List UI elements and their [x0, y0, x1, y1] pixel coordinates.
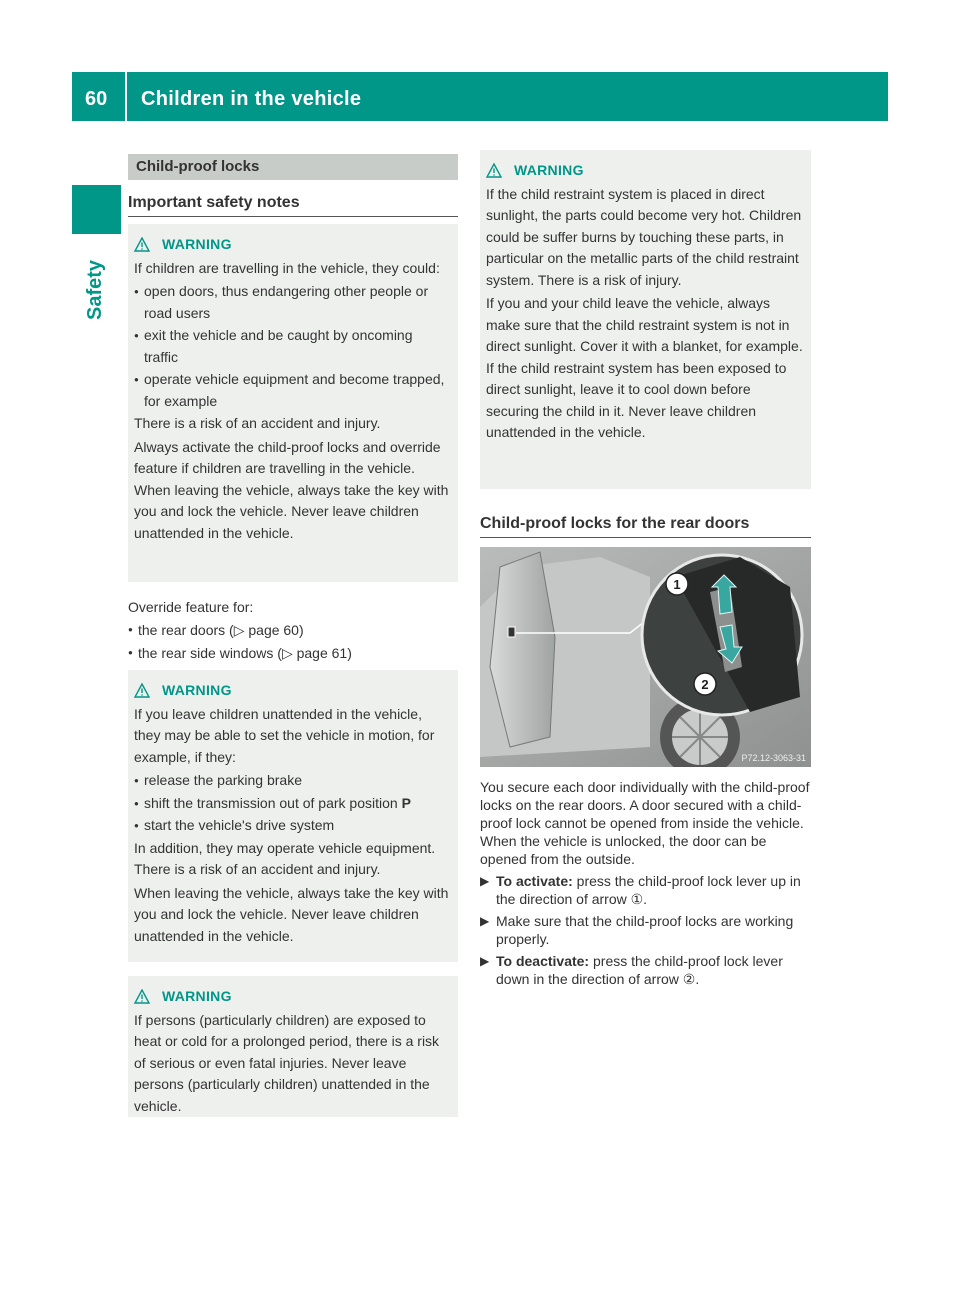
park-position-letter: P — [401, 794, 411, 811]
body-text: You secure each door individually with the child-proof locks on the rear doors. A door secured with a child-proof lock cannot be opened from inside the vehicle. When the vehicle is unlocked, the door can be opened from the outside. — [480, 779, 810, 867]
rear-door-child-lock-figure — [480, 547, 811, 767]
callout-2: 2 — [701, 677, 709, 692]
section-title-rear-doors: Child-proof locks for the rear doors — [480, 515, 750, 532]
override-rear-windows-link[interactable]: ● the rear side windows (▷ page 61) — [128, 642, 458, 664]
section-title: Child-proof locks — [128, 154, 458, 180]
warning-advice: When leaving the vehicle, always take the key with you and lock the vehicle. Never leave children unattended in the vehicle. — [134, 884, 449, 944]
side-tab-marker — [72, 185, 121, 234]
warning-paragraph: If you and your child leave the vehicle, always make sure that the child restraint system is not in direct sunlight. Cover it with a blanket, for example. If the child restraint system has been exposed to direct sunlight, leave it to cool down before securing the child in it. Never leave children unattended in the vehicle. — [486, 295, 803, 440]
page-number: 60 — [85, 88, 108, 110]
side-tab-label: Safety — [84, 259, 106, 320]
list-item: ● open doors, thus endangering other people or road users — [134, 281, 450, 324]
callout-1: 1 — [673, 577, 681, 592]
section-rule — [480, 537, 811, 538]
subsection-rule — [128, 216, 458, 217]
warning-box-sunlight — [480, 150, 811, 489]
subsection-title: Important safety notes — [128, 194, 300, 211]
warning-label: WARNING — [162, 236, 232, 252]
override-rear-doors-link[interactable]: ● the rear doors (▷ page 60) — [128, 619, 458, 641]
list-item: ● exit the vehicle and be caught by oncoming traffic — [134, 325, 450, 368]
warning-triangle-icon — [134, 237, 150, 252]
warning-box-temperature — [128, 976, 458, 1117]
warning-intro: If you leave children unattended in the vehicle, they may be able to set the vehicle in motion, for example, if they: — [134, 705, 435, 765]
warning-triangle-icon — [134, 989, 150, 1004]
step-activate: ▶ To activate: press the child-proof lock lever up in the direction of arrow ①. — [480, 873, 801, 907]
warning-text: If persons (particularly children) are exposed to heat or cold for a prolonged period, there is a risk of serious or even fatal injuries. Never leave persons (particularly children) unattended in the vehicle. — [134, 1011, 440, 1114]
warning-intro: If children are travelling in the vehicle, they could: — [134, 259, 440, 276]
warning-label: WARNING — [162, 988, 232, 1004]
list-item: ● shift the transmission out of park position P — [134, 793, 450, 815]
warning-triangle-icon — [134, 683, 150, 698]
warning-box-children — [128, 224, 458, 582]
warning-label: WARNING — [162, 682, 232, 698]
step-arrow-icon: ▶ — [480, 874, 490, 888]
warning-addition: In addition, they may operate vehicle equipment. There is a risk of an accident and injury. — [134, 839, 436, 877]
warning-risk: There is a risk of an accident and injury. — [134, 415, 381, 431]
list-item: ● start the vehicle's drive system — [134, 815, 450, 837]
list-item: ● operate vehicle equipment and become trapped, for example — [134, 369, 450, 412]
list-item: ● release the parking brake — [134, 770, 450, 792]
figure-code: P72.12-3063-31 — [741, 753, 806, 763]
step-deactivate: ▶ To deactivate: press the child-proof lock lever down in the direction of arrow ②. — [480, 953, 783, 987]
header-divider — [125, 72, 127, 121]
override-intro: Override feature for: — [128, 599, 254, 615]
warning-advice: Always activate the child-proof locks and override feature if children are travelling in the vehicle. When leaving the vehicle, always take the key with you and lock the vehicle. Never leave children unattended in the vehicle. — [134, 438, 449, 541]
step-arrow-icon: ▶ — [480, 914, 490, 928]
chapter-title: Children in the vehicle — [141, 88, 362, 110]
warning-label: WARNING — [514, 162, 584, 178]
step-arrow-icon: ▶ — [480, 954, 490, 968]
warning-box-unattended — [128, 670, 458, 962]
warning-triangle-icon — [486, 163, 502, 178]
warning-paragraph: If the child restraint system is placed in direct sunlight, the parts could become very hot. Children could be suffer burns by touching these parts, in particular on the metallic parts of the child restraint system. There is a risk of injury. — [486, 185, 802, 288]
step-check: ▶ Make sure that the child-proof locks are working properly. — [480, 913, 794, 947]
